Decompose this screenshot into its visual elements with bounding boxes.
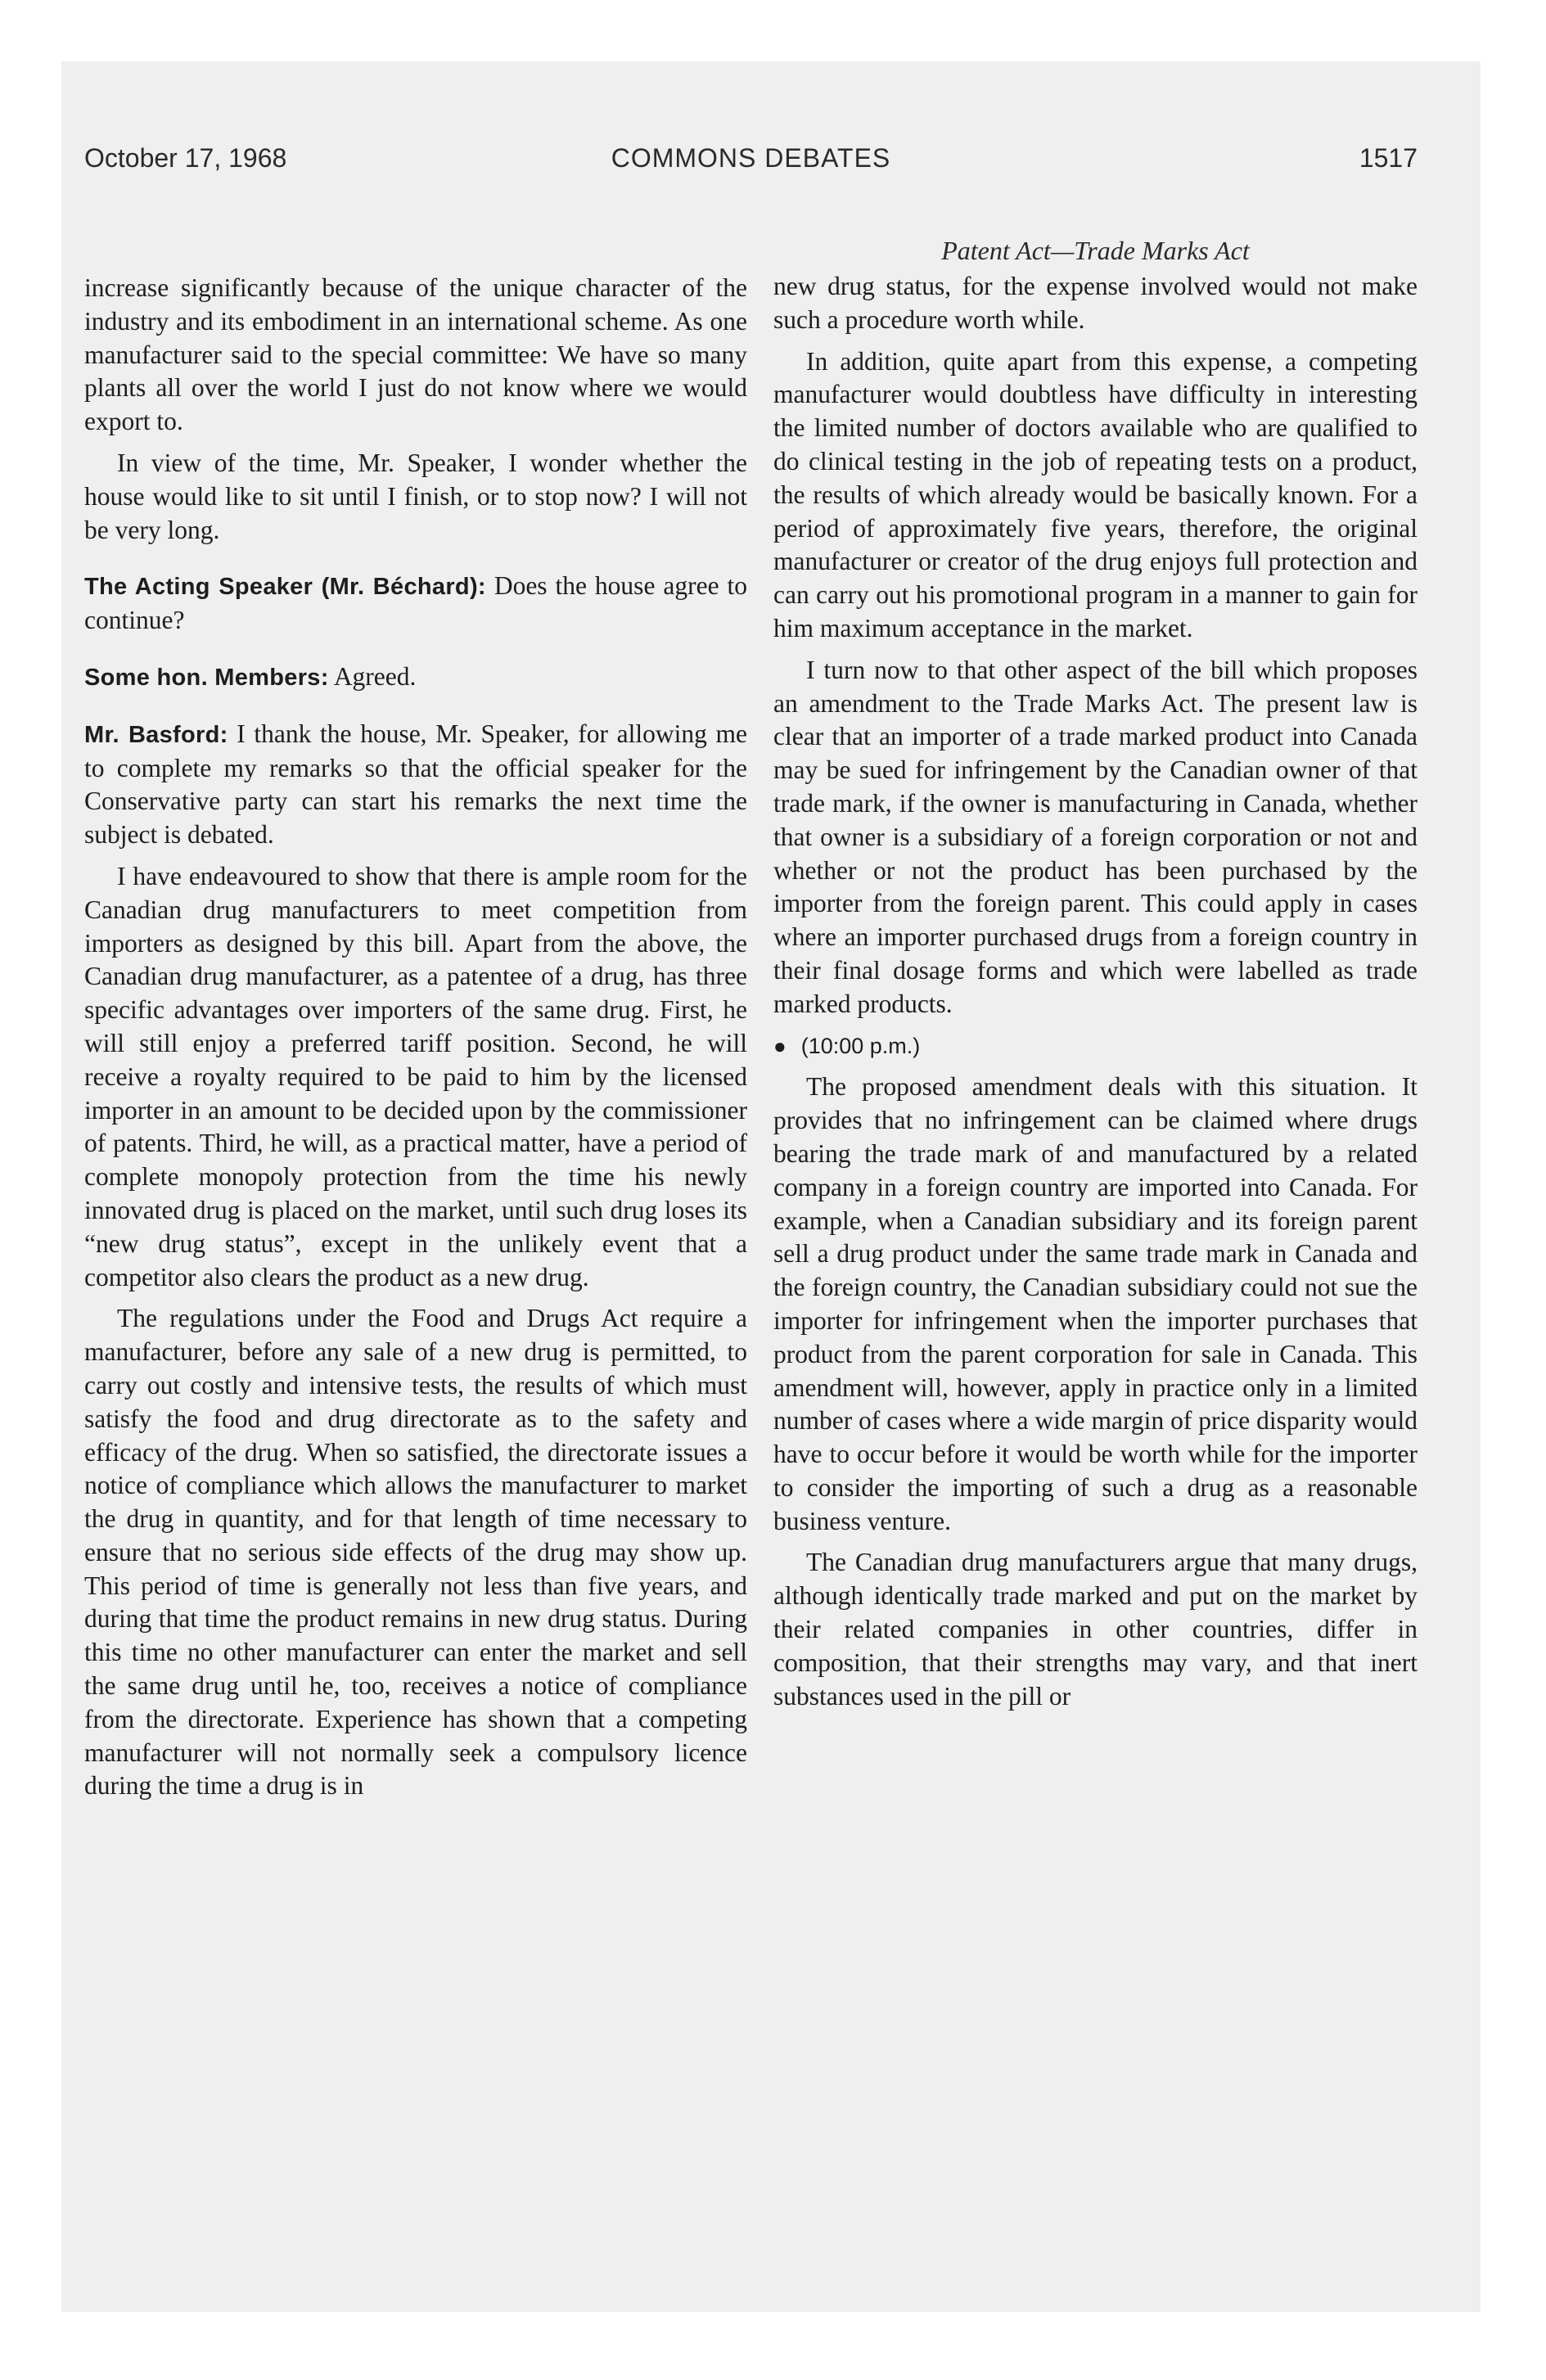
bullet-icon: ● xyxy=(773,1033,787,1058)
speaker-name: The Acting Speaker (Mr. Béchard): xyxy=(84,574,486,601)
speaker-paragraph xyxy=(84,660,747,695)
paragraph: The regulations under the Food and Drugs Act require a manufacturer, before any sale of a new drug is permitted, to carry out costly and intensive tests, the results of which must satisfy the food and drug directorate as to the safety and efficacy of the drug. When so satisfied, the directorate issues a notice of compliance which allows the manufacturer to market the drug in quantity, and for that length of time necessary to ensure that no serious side effects of the drug may show up. This period of time is generally not less than five years, and during that time the product remains in new drug status. During this time no other manufacturer can enter the market and sell the same drug until he, too, receives a notice of compliance from the directorate. Experience has shown that a competing manufacturer will not normally seek a compulsory licence during the time a drug is in xyxy=(84,1304,747,1801)
right-column xyxy=(773,270,1418,1721)
speech-text: Does the house agree to continue? xyxy=(84,571,747,635)
paragraph: increase significantly because of the unique character of the industry and its embodiment in an international scheme. As one manufacturer said to the special committee: We have so many plants all over the world I just do not know where we would export to. xyxy=(84,273,747,436)
header-date: October 17, 1968 xyxy=(84,143,287,173)
speaker-paragraph xyxy=(84,718,747,852)
section-subheading: Patent Act—Trade Marks Act xyxy=(941,236,1250,265)
page-number: 1517 xyxy=(1359,143,1418,173)
paragraph: new drug status, for the expense involved would not make such a procedure worth while. xyxy=(773,272,1418,334)
speaker-name: Mr. Basford: xyxy=(84,721,228,748)
speech-text: Agreed. xyxy=(333,661,417,691)
paragraph: The proposed amendment deals with this situation. It provides that no infringement can be claimed where drugs bearing the trade mark of and manufactured by a related company in a foreign country are imported into Canada. For example, when a Canadian subsidiary and its foreign parent sell a drug product under the same trade mark in Canada and the foreign country, the Canadian subsidiary could not sue the importer for infringement when the importer purchases that product from the parent corporation for sale in Canada. This amendment will, however, apply in practice only in a limited number of cases where a wide margin of price disparity would have to occur before it would be worth while for the importer to consider the importing of such a drug as a reasonable business venture. xyxy=(773,1072,1418,1535)
paragraph: I turn now to that other aspect of the bill which proposes an amendment to the Trade Marks Act. The present law is clear that an importer of a trade marked product into Canada may be sued for infringement by the Canadian owner of that trade mark, if the owner is manufacturing in Canada, whether that owner is a subsidiary of a foreign corporation or not and whether or not the product has been purchased by the importer from the foreign parent. This could apply in cases where an importer purchased drugs from a foreign country in their final dosage forms and which were labelled as trade marked products. xyxy=(773,655,1418,1018)
time-marker xyxy=(773,1030,1418,1063)
speech-text: I thank the house, Mr. Speaker, for allowing me to complete my remarks so that the official speaker for the Conservative party can start his remarks the next time the subject is debated. xyxy=(84,719,748,850)
page-header xyxy=(84,143,1418,192)
left-column xyxy=(84,272,747,1811)
paragraph: In view of the time, Mr. Speaker, I wonder whether the house would like to sit until I finish, or to stop now? I will not be very long. xyxy=(84,448,747,544)
paragraph: In addition, quite apart from this expense, a competing manufacturer would doubtless have difficulty in interesting the limited number of doctors available who are qualified to do clinical testing in the job of repeating tests on a product, the results of which already would be basically known. For a period of approximately five years, therefore, the original manufacturer or creator of the drug enjoys full protection and can carry out his promotional program in a manner to gain for him maximum acceptance in the market. xyxy=(773,346,1418,642)
speaker-paragraph xyxy=(84,570,747,638)
speaker-name: Some hon. Members: xyxy=(84,664,329,691)
paragraph: The Canadian drug manufacturers argue that many drugs, although identically trade marked and put on the market by their related companies in other countries, differ in composition, that their strengths may vary, and that inert substances used in the pill or xyxy=(773,1548,1418,1711)
header-title: COMMONS DEBATES xyxy=(611,143,891,173)
time-marker-text: (10:00 p.m.) xyxy=(800,1033,921,1058)
paragraph: I have endeavoured to show that there is ample room for the Canadian drug manufacturers to meet competition from importers as designed by this bill. Apart from the above, the Canadian drug manufacturer, as a patentee of a drug, has three specific advantages over importers of the same drug. First, he will still enjoy a preferred tariff position. Second, he will receive a royalty required to be paid to him by the licensed importer in an amount to be decided upon by the commissioner of patents. Third, he will, as a practical matter, have a period of complete monopoly protection from the time his newly innovated drug is placed on the market, until such drug loses its “new drug status”, except in the unlikely event that a competitor also clears the product as a new drug. xyxy=(84,861,747,1291)
